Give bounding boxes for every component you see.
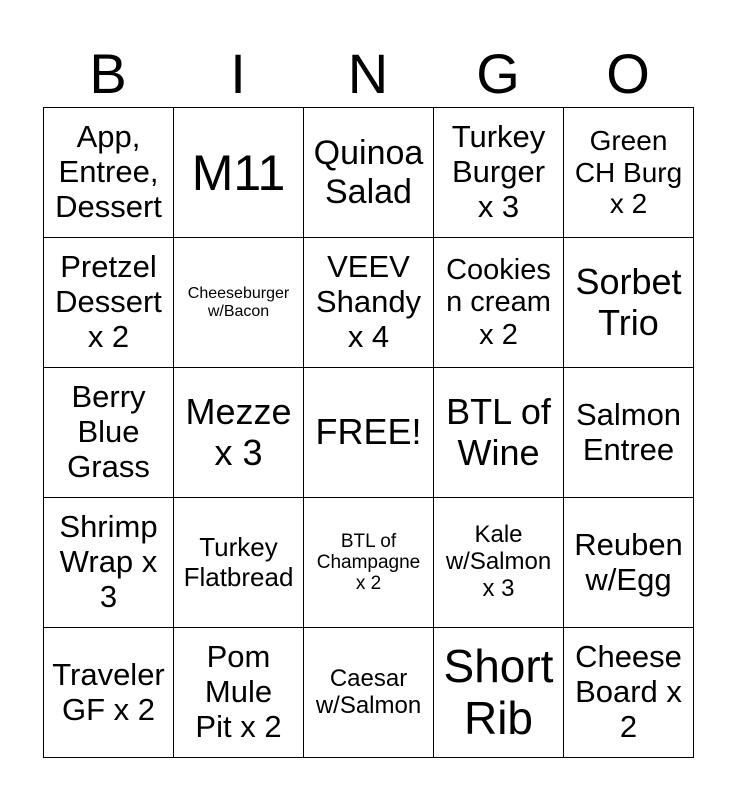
bingo-cell[interactable]: App, Entree, Dessert	[44, 108, 174, 238]
bingo-cell[interactable]: M11	[174, 108, 304, 238]
free-space-cell[interactable]: FREE!	[304, 368, 434, 498]
bingo-cell[interactable]: Mezze x 3	[174, 368, 304, 498]
header-letter-b: B	[89, 42, 127, 105]
header-letter-i: I	[230, 42, 246, 105]
bingo-cell[interactable]: Sorbet Trio	[564, 238, 694, 368]
bingo-cell[interactable]: Cheese Board x 2	[564, 628, 694, 758]
header-letter-g: G	[476, 42, 520, 105]
bingo-cell[interactable]: Green CH Burg x 2	[564, 108, 694, 238]
bingo-cell[interactable]: Quinoa Salad	[304, 108, 434, 238]
bingo-cell[interactable]: Reuben w/Egg	[564, 498, 694, 628]
bingo-cell[interactable]: Traveler GF x 2	[44, 628, 174, 758]
bingo-cell[interactable]: VEEV Shandy x 4	[304, 238, 434, 368]
bingo-cell[interactable]: Cheeseburger w/Bacon	[174, 238, 304, 368]
bingo-board	[43, 107, 694, 758]
bingo-cell[interactable]: Shrimp Wrap x 3	[44, 498, 174, 628]
bingo-cell[interactable]: Kale w/Salmon x 3	[434, 498, 564, 628]
bingo-cell[interactable]: BTL of Champagne x 2	[304, 498, 434, 628]
bingo-cell[interactable]: Turkey Flatbread	[174, 498, 304, 628]
bingo-cell[interactable]: Pretzel Dessert x 2	[44, 238, 174, 368]
bingo-header	[43, 40, 693, 108]
bingo-cell[interactable]: Short Rib	[434, 628, 564, 758]
bingo-cell[interactable]: Salmon Entree	[564, 368, 694, 498]
bingo-cell[interactable]: Caesar w/Salmon	[304, 628, 434, 758]
bingo-cell[interactable]: Pom Mule Pit x 2	[174, 628, 304, 758]
bingo-cell[interactable]: Cookies n cream x 2	[434, 238, 564, 368]
bingo-cell[interactable]: Berry Blue Grass	[44, 368, 174, 498]
header-letter-o: O	[606, 42, 650, 105]
bingo-cell[interactable]: Turkey Burger x 3	[434, 108, 564, 238]
bingo-cell[interactable]: BTL of Wine	[434, 368, 564, 498]
header-letter-n: N	[347, 42, 389, 105]
